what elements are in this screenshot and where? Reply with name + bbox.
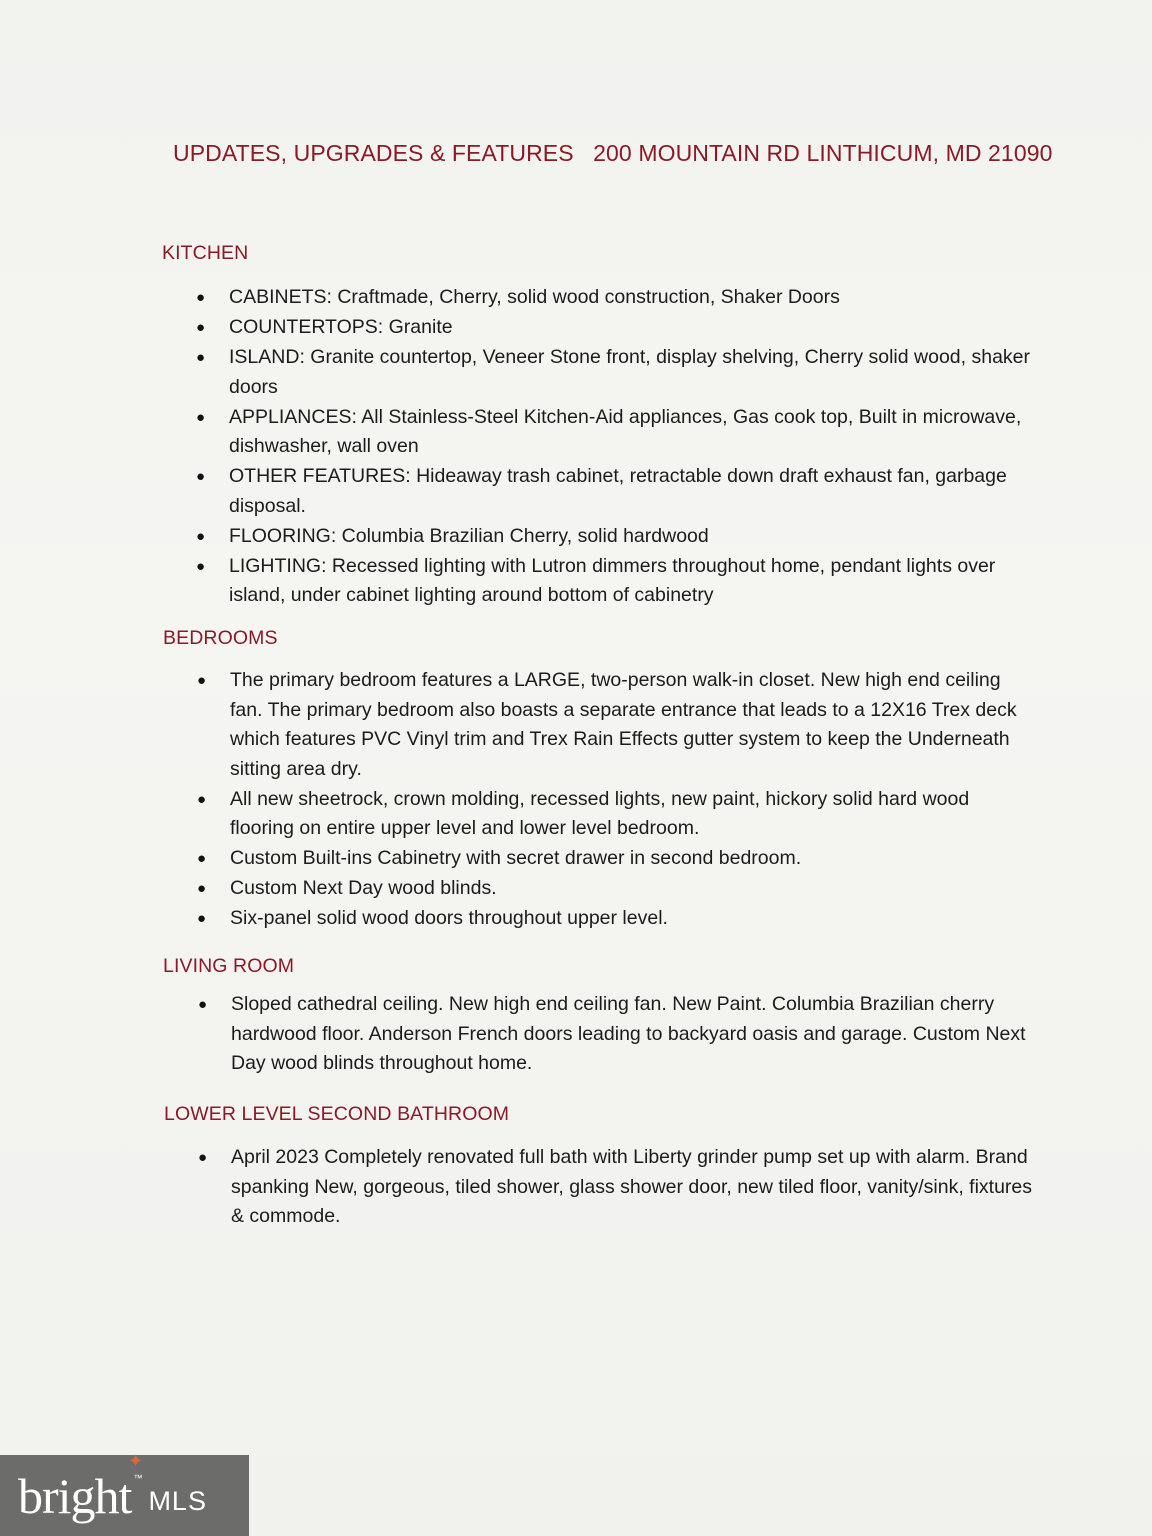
list-item: [197, 874, 1037, 904]
list-item: [196, 552, 1036, 611]
list-item: [197, 844, 1037, 874]
list-item: [198, 1143, 1038, 1232]
list-item-text: LIGHTING: Recessed lighting with Lutron dimmers throughout home, pendant lights over island, under cabinet lighting around bottom of cabinetry: [229, 554, 996, 606]
list-item: [196, 522, 1036, 552]
bullet-icon: ●: [197, 910, 207, 927]
list-item-text: All new sheetrock, crown molding, recessed lights, new paint, hickory solid hard wood flooring on entire upper level and lower level bedroom.: [230, 787, 970, 839]
list-item: [197, 904, 1037, 934]
living-room-list: [198, 990, 1038, 1079]
list-item: [197, 785, 1037, 844]
watermark-trademark: ™: [133, 1472, 143, 1483]
list-item-text: CABINETS: Craftmade, Cherry, solid wood construction, Shaker Doors: [229, 286, 840, 308]
bullet-icon: ●: [198, 996, 208, 1013]
document-title: UPDATES, UPGRADES & FEATURES 200 MOUNTAIN RD LINTHICUM, MD 21090: [173, 140, 1053, 166]
list-item-text: Custom Next Day wood blinds.: [230, 877, 497, 899]
list-item-text: OTHER FEATURES: Hideaway trash cabinet, retractable down draft exhaust fan, garbage disposal.: [229, 465, 1007, 517]
list-item-text: ISLAND: Granite countertop, Veneer Stone front, display shelving, Cherry solid wood, shaker doors: [229, 346, 1031, 398]
list-item: [196, 403, 1036, 462]
section-heading-lower-level-bathroom: LOWER LEVEL SECOND BATHROOM: [164, 1103, 510, 1125]
bullet-icon: ●: [196, 408, 206, 426]
bullet-icon: ●: [197, 672, 207, 689]
bullet-icon: ●: [197, 850, 207, 867]
bullet-icon: ●: [196, 349, 206, 366]
list-item-text: The primary bedroom features a LARGE, two-person walk-in closet. New high end ceiling fan. The primary bedroom also boasts a separate entrance that leads to a 12X16 Trex deck which features PVC Vinyl trim and Trex Rain Effects gutter system to keep the Underneath sitting area dry.: [230, 669, 1017, 780]
list-item: [196, 313, 1036, 343]
bullet-icon: ●: [196, 527, 206, 545]
watermark-suffix: MLS: [148, 1486, 207, 1516]
bathroom-list: [198, 1143, 1038, 1232]
spark-icon: ✦: [128, 1451, 144, 1472]
bullet-icon: ●: [197, 880, 207, 897]
bright-mls-watermark: [0, 1451, 249, 1536]
bullet-icon: ●: [196, 468, 206, 485]
list-item: [196, 462, 1036, 521]
bullet-icon: ●: [198, 1149, 208, 1166]
bullet-icon: ●: [197, 790, 207, 808]
watermark-brand: bright: [18, 1467, 132, 1524]
list-item-text: Custom Built-ins Cabinetry with secret drawer in second bedroom.: [230, 847, 802, 869]
list-item-text: Sloped cathedral ceiling. New high end ceiling fan. New Paint. Columbia Brazilian cherry hardwood floor. Anderson French doors leading to backyard oasis and garage. Custom Next Day wood blinds throughout home.: [231, 993, 1026, 1074]
list-item-text: Six-panel solid wood doors throughout upper level.: [230, 907, 668, 929]
bedrooms-list: [197, 666, 1037, 934]
list-item: [196, 283, 1036, 313]
section-heading-bedrooms: BEDROOMS: [163, 627, 278, 649]
list-item: [197, 666, 1037, 784]
bullet-icon: ●: [196, 289, 206, 306]
list-item-text: COUNTERTOPS: Granite: [229, 316, 453, 338]
list-item: [196, 343, 1036, 402]
section-heading-kitchen: KITCHEN: [162, 242, 249, 264]
bullet-icon: ●: [196, 557, 206, 575]
kitchen-list: [196, 283, 1036, 611]
list-item-text: FLOORING: Columbia Brazilian Cherry, solid hardwood: [229, 524, 709, 547]
list-item: [198, 990, 1038, 1079]
bullet-icon: ●: [196, 319, 206, 336]
list-item-text: APPLIANCES: All Stainless-Steel Kitchen-Aid appliances, Gas cook top, Built in microwave, dishwasher, wall oven: [229, 405, 1022, 457]
list-item-text: April 2023 Completely renovated full bath with Liberty grinder pump set up with alarm. Brand spanking New, gorgeous, tiled shower, glass shower door, new tiled floor, vanity/sink, fixtures & commode.: [231, 1146, 1033, 1227]
section-heading-living-room: LIVING ROOM: [163, 955, 295, 977]
